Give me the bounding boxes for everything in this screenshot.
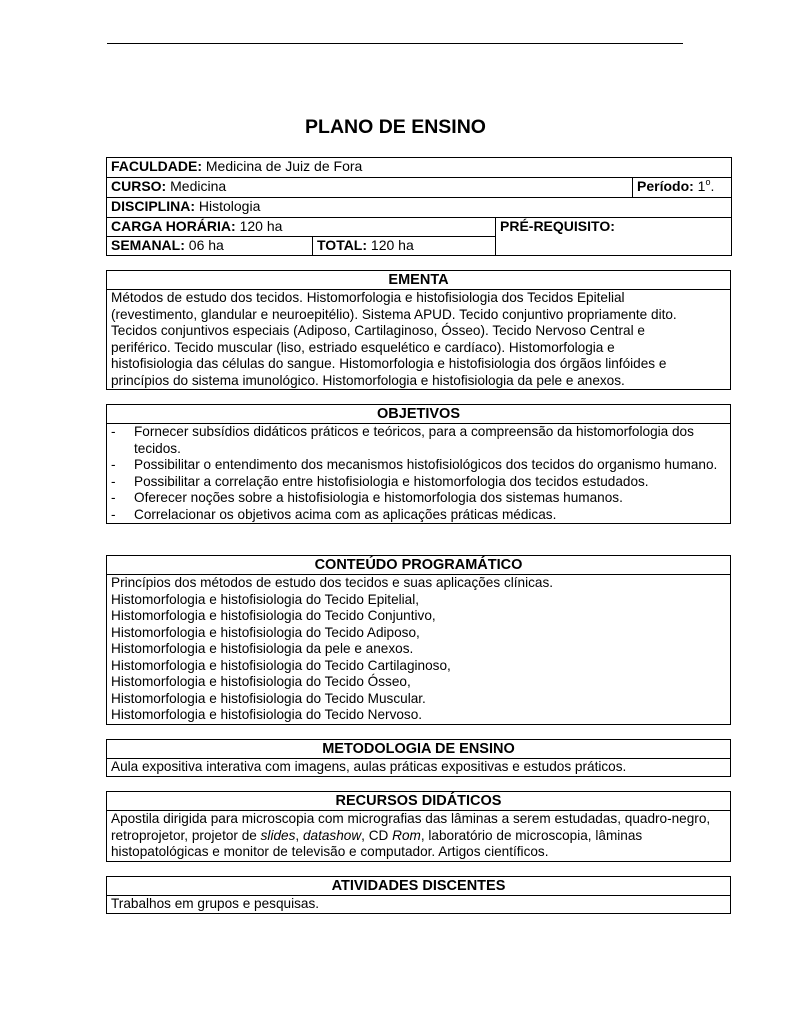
prerequisito-cell: PRÉ-REQUISITO: [496,218,732,256]
objetivos-body [107,424,731,524]
recursos-heading: RECURSOS DIDÁTICOS [107,792,731,811]
page-title: PLANO DE ENSINO [305,116,486,138]
metodologia-section [106,739,731,777]
atividades-section [106,876,731,914]
info-table [106,157,732,256]
ementa-body: Métodos de estudo dos tecidos. Histomorfologia e histofisiologia dos Tecidos Epitelial (revestimento, glandular e neuroepitélio). Sistema APUD. Tecido conjuntivo propriamente dito. Tecidos conjuntivos especiais (Adiposo, Cartilaginoso, Ósseo). Tecido Nervoso Central e periférico. Tecido muscular (liso, estriado esquelético e cardíaco). Histomorfologia e histofisiologia das células do sangue. Histomorfologia e histofisiologia dos órgãos linfóides e princípios do sistema imunológico. Histomorfologia e histofisiologia da pele e anexos. [107,290,731,390]
conteudo-heading: CONTEÚDO PROGRAMÁTICO [107,556,731,575]
objetivos-heading: OBJETIVOS [107,405,731,424]
atividades-heading: ATIVIDADES DISCENTES [107,877,731,896]
objetivos-section [106,404,731,524]
periodo-cell: Período: 1$^o$. [633,178,732,198]
metodologia-heading: METODOLOGIA DE ENSINO [107,740,731,759]
semanal-cell: SEMANAL: 06 ha [107,237,313,256]
ementa-section [106,270,731,390]
curso-cell: CURSO: Medicina [107,178,633,198]
recursos-section [106,791,731,862]
list-item: - Possibilitar a correlação entre histofisiologia e histomorfologia dos tecidos estudados. [111,473,649,489]
conteudo-body: Princípios dos métodos de estudo dos tecidos e suas aplicações clínicas. Histomorfologia e histofisiologia do Tecido Epitelial, Histomorfologia e histofisiologia do Tecido Conjuntivo, Histomorfologia e histofisiologia do Tecido Adiposo, Histomorfologia e histofisiologia da pele e anexos. Histomorfologia e histofisiologia do Tecido Cartilaginoso, Histomorfologia e histofisiologia do Tecido Ósseo, Histomorfologia e histofisiologia do Tecido Muscular. Histomorfologia e histofisiologia do Tecido Nervoso. [107,575,731,725]
atividades-body: Trabalhos em grupos e pesquisas. [107,896,731,914]
metodologia-body: Aula expositiva interativa com imagens, aulas práticas expositivas e estudos práticos. [107,759,731,777]
disciplina-cell: DISCIPLINA: Histologia [107,198,732,218]
conteudo-section [106,555,731,725]
list-item: - Fornecer subsídios didáticos práticos e teóricos, para a compreensão da histomorfologia dos tecidos. [111,424,694,456]
faculdade-cell: FACULDADE: Medicina de Juiz de Fora [107,158,732,178]
top-rule [107,43,683,44]
total-cell: TOTAL: 120 ha [313,237,496,256]
recursos-body: Apostila dirigida para microscopia com micrografias das lâminas a serem estudadas, quadro-negro, retroprojetor, projetor de slides, datashow, CD Rom, laboratório de microscopia, lâminas histopatológicas e monitor de televisão e computador. Artigos científicos. [107,811,731,862]
list-item: - Correlacionar os objetivos acima com as aplicações práticas médicas. [111,506,557,522]
carga-horaria-cell: CARGA HORÁRIA: 120 ha [107,218,496,237]
list-item: - Oferecer noções sobre a histofisiologia e histomorfologia dos sistemas humanos. [111,490,623,505]
list-item: - Possibilitar o entendimento dos mecanismos histofisiológicos dos tecidos do organismo humano. [111,457,718,472]
ementa-heading: EMENTA [107,271,731,290]
